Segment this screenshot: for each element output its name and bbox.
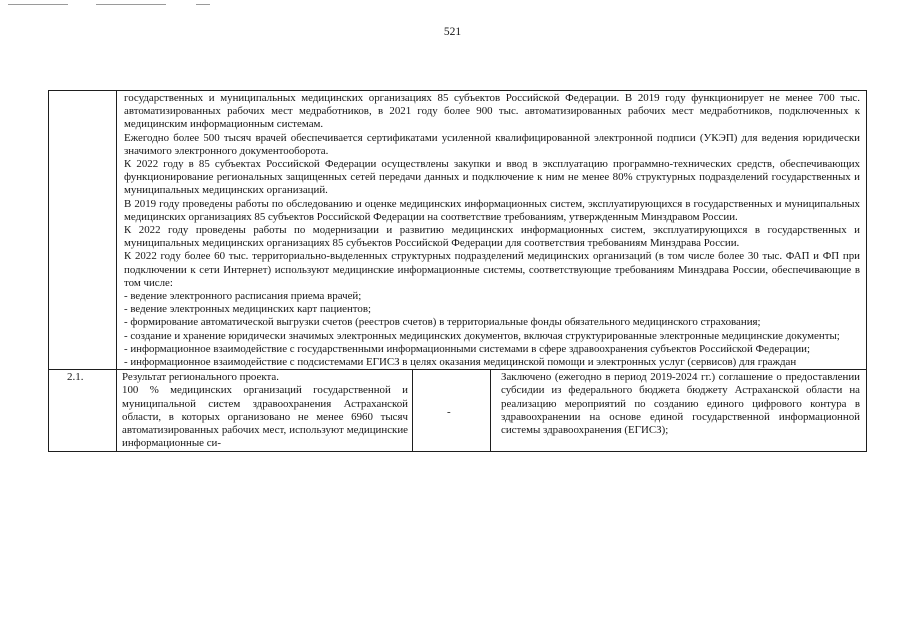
paragraph: К 2022 году в 85 субъектах Российской Федерации осуществлены закупки и ввод в эксплуатацию программно-технических средств, обеспечивающих функционирование региональных защищенных сетей передачи данных и подключение к ним не менее 80% структурных подразделений государственных и муниципальных медицинских организаций.: [124, 158, 860, 197]
paragraph: К 2022 году проведены работы по модернизации и развитию медицинских информационных систем, эксплуатирующихся в государственных и муниципальных медицинских организациях 85 субъектов Российской Федерации для соответствия требованиям Минздрава России.: [124, 224, 860, 250]
scan-artifact-line: [196, 4, 210, 5]
table-row: [49, 91, 867, 370]
result-title: Результат регионального проекта.: [122, 371, 279, 384]
list-item: - ведение электронного расписания приема врачей;: [124, 290, 362, 303]
agreement-text: Заключено (ежегодно в период 2019-2024 гг.) соглашение о предоставлении субсидии из федерального бюджета бюджету Астраханской области на реализацию мероприятий по созданию единого цифрового контура в здравоохранении на основе единой государственной информационной системы здравоохранения (ЕГИСЗ);: [501, 371, 860, 437]
row-number-cell: [49, 91, 117, 370]
paragraph: К 2022 году более 60 тыс. территориально-выделенных структурных подразделений медицинских организаций (в том числе более 30 тыс. ФАП и ФП при подключении к сети Интернет) используют медицинские информационные системы, соответствующие требованиям Минздрава России, обеспечивающие в том числе:: [124, 250, 860, 289]
list-item: - ведение электронных медицинских карт пациентов;: [124, 303, 372, 316]
description-cell: [117, 91, 867, 370]
agreement-cell: [491, 370, 867, 452]
list-item: - информационное взаимодействие с подсистемами ЕГИСЗ в целях оказания медицинской помощи и электронных услуг (сервисов) для граждан: [124, 356, 797, 369]
paragraph: В 2019 году проведены работы по обследованию и оценке медицинских информационных систем, эксплуатирующихся в государственных и муниципальных медицинских организациях 85 субъектов Российской Федерации на соответствие требованиям, утвержденным Минздравом России.: [124, 197, 860, 223]
page-number: 521: [443, 26, 462, 38]
dash-mark: -: [447, 406, 451, 419]
list-item: - создание и хранение юридически значимых электронных медицинских документов, включая структурированные электронные медицинские документы;: [124, 329, 840, 342]
row-number: 2.1.: [49, 370, 117, 452]
list-item: - формирование автоматической выгрузки счетов (реестров счетов) в территориальные фонды обязательного медицинского страхования;: [124, 316, 761, 329]
middle-cell: [413, 370, 491, 452]
paragraph: государственных и муниципальных медицинских организациях 85 субъектов Российской Федерации. В 2019 году функционирует не менее 700 тыс. автоматизированных рабочих мест медработников, в 2021 году более 900 тыс. автоматизированных рабочих мест медработников, подключенных к медицинским информационным системам.: [124, 92, 860, 131]
paragraph: Ежегодно более 500 тысяч врачей обеспечивается сертификатами усиленной квалифицированной электронной подписи (УКЭП) для ведения юридически значимого электронного документооборота.: [124, 131, 860, 157]
scan-artifact-line: [96, 4, 166, 5]
scan-artifact-line: [8, 4, 68, 5]
result-text: 100 % медицинских организаций государственной и муниципальной систем здравоохранения Астраханской области, в которых организовано не менее 6960 тысяч автоматизированных рабочих мест, используют медицинские информационные си-: [122, 384, 408, 450]
table-row: [49, 370, 867, 452]
document-table: [48, 90, 867, 452]
result-cell: [117, 370, 413, 452]
list-item: - информационное взаимодействие с государственными информационными системами в сфере здравоохранения субъектов Российской Федерации;: [124, 342, 810, 355]
